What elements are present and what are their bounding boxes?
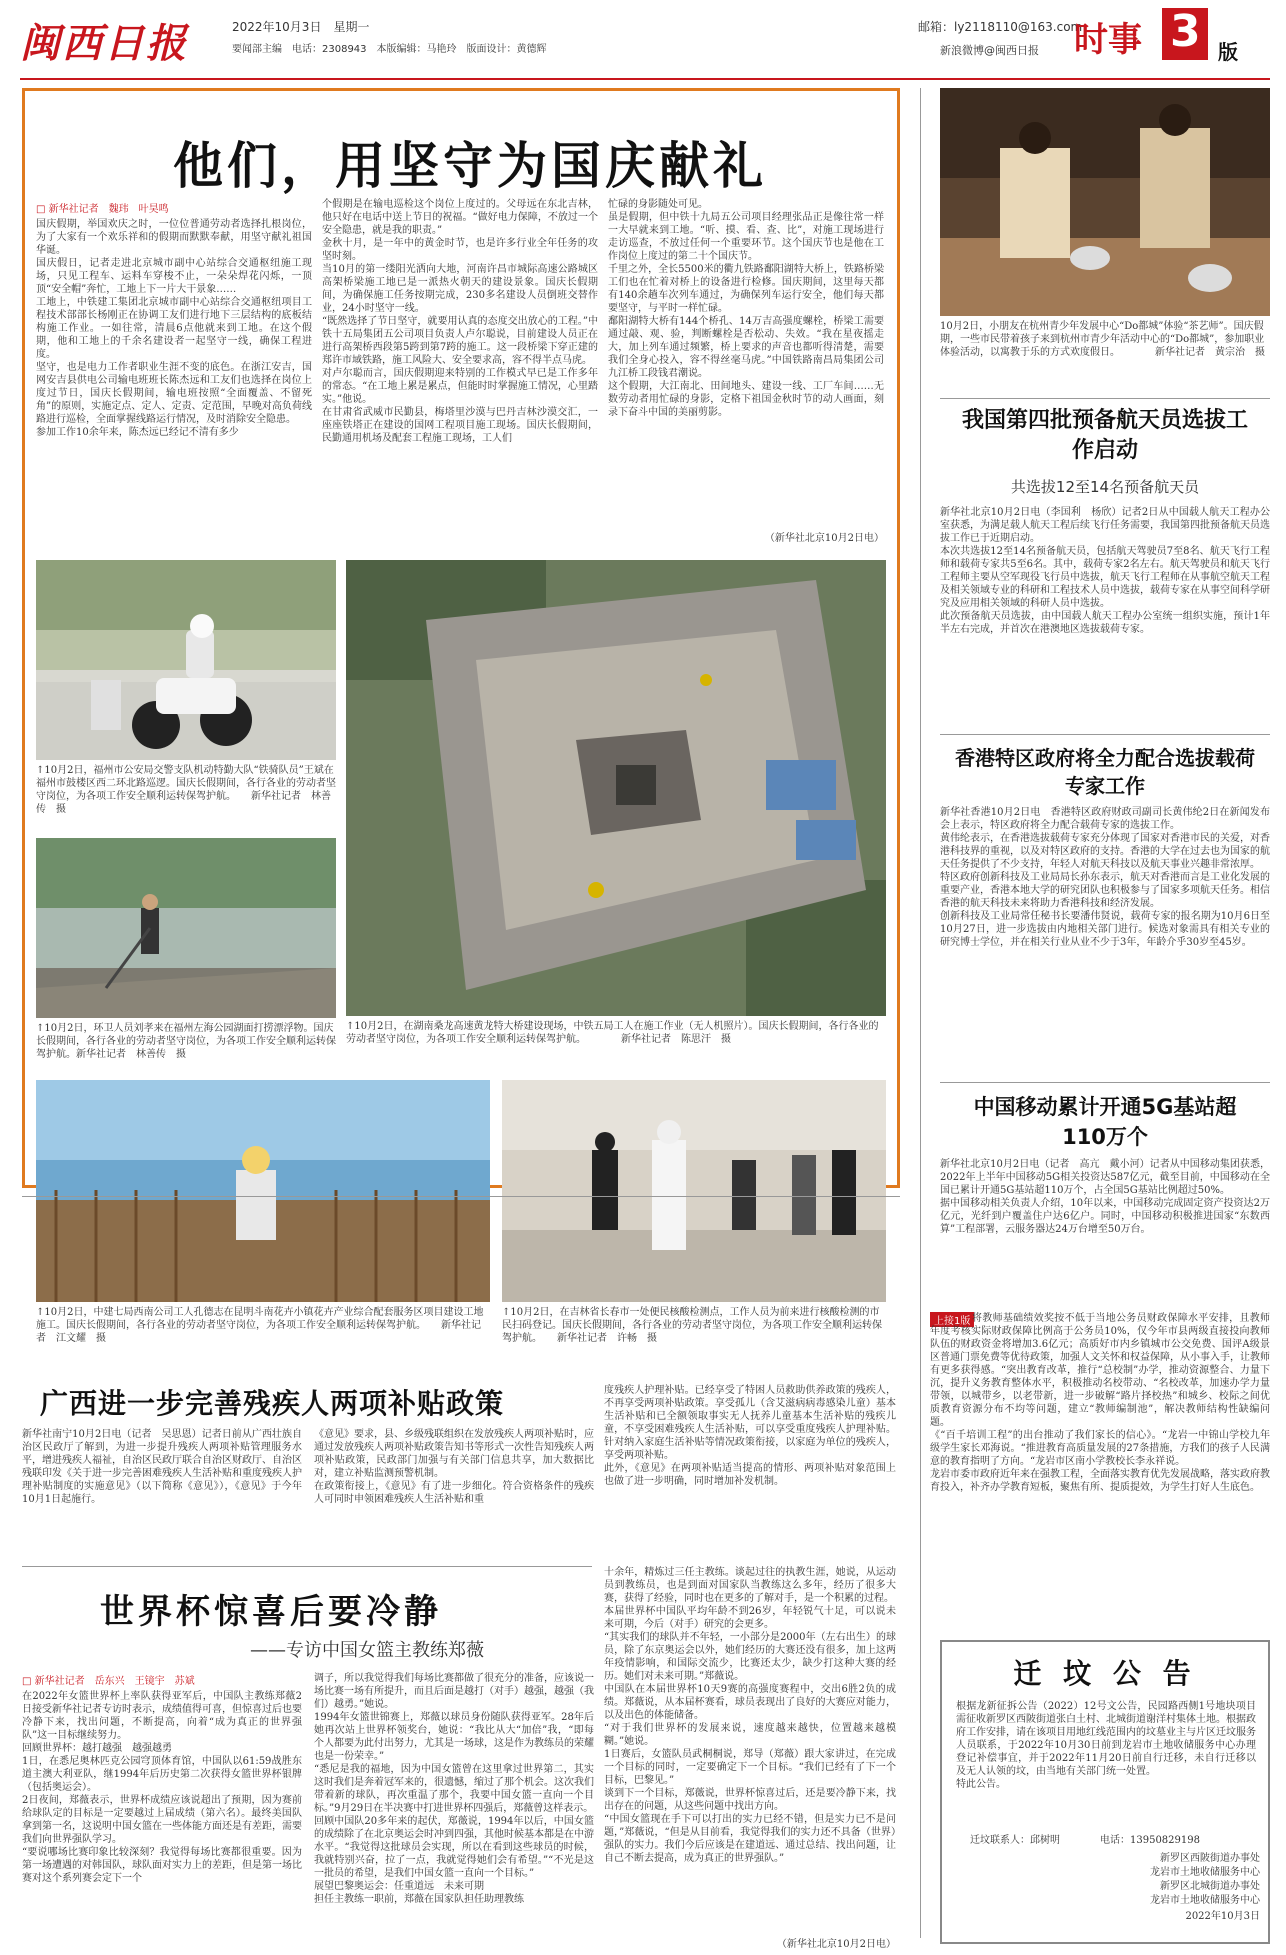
- notice-org2: 龙岩市土地收储服务中心: [1150, 1867, 1260, 1878]
- guangxi-col2: 《意见》要求，县、乡级残联组织在发放残疾人两项补贴时，应通过发放残疾人两项补贴政策告知书等形式一次性告知残疾人两项补贴政策，民政部门加强与有关部门信息共享，加大数据比对，建立补贴监测预警机制。 在政策衔接上，《意见》有了进一步细化。符合资格条件的残疾人可同时申领困难残疾人生活补贴和重: [314, 1429, 594, 1505]
- notice-date: 2022年10月3日: [1185, 1911, 1260, 1922]
- weibo: 新浪微博@闽西日报: [940, 44, 1039, 57]
- hk-body: 新华社香港10月2日电 香港特区政府财政司副司长黄伟纶2日在新闻发布会上表示，特区政府将全力配合载荷专家的选拔工作。 黄伟纶表示，在香港选拔载荷专家充分体现了国家对香港市民的关爱，对香港科技界的重视，以及对特区政府的支持。香港的大学在过去也为国家的航天任务提供了不少支持，年轻人对航天科技以及航天事业兴趣非常浓厚。 特区政府创新科技及工业局局长孙东表示，航天对香港而言是工业化发展的重要产业，香港本地大学的研究团队也积极参与了国家多项航天任务。相信香港的航天科技未来将助力香港科技和经济发展。 创新科技及工业局常任秘书长要潘伟贤说，载荷专家的报名期为10月6日至10月27日，进一步选拔由内地相关部门进行。候选对象需具有相关专业的研究博士学位，并在相关行业从业不少于3年，年龄介乎30岁至45岁。: [940, 807, 1270, 948]
- column-separator: [920, 88, 921, 1938]
- photo-caption-6: 10月2日，小朋友在杭州青少年发展中心“Do都城”体验“茶艺师”。国庆假期，一些市民带着孩子来到杭州市青少年活动中心的“Do都城”，参加职业体验活动，以寓教于乐的方式欢度假日。 新华社记者 黄宗治 摄: [940, 321, 1265, 358]
- worldcup-subhead: ——专访中国女篮主教练郑薇: [250, 1640, 484, 1661]
- notice-org3: 新罗区北城街道办事处: [1160, 1881, 1260, 1892]
- section-title: 时事: [1074, 20, 1142, 60]
- lead-col3: 忙碌的身影随处可见。 虽是假期，但中铁十九局五公司项目经理张品正是像往常一样一大早就来到工地。“听、摸、看、查、比”，对施工现场进行走访巡查，不放过任何一个重要环节。这个国庆节也是他在工作岗位上度过的第二十个国庆节。 千里之外，全长5500米的衢九铁路鄱阳湖特大桥上，铁路桥梁工们也在忙着对桥上的设备进行检修。国庆期间，这里每天都有140余趟车次列车通过，为确保列车运行安全，他们每天都要坚守，与平时一样忙碌。 鄱阳湖特大桥有144个桥孔、14万吉高强度螺栓，桥梁工需要通过敲、观、验，判断螺栓是否松动、失效。“我在星夜摇走大，加上列车通过频繁，桥上要求的声音也都听得清楚，需要我们全身心投入，容不得丝毫马虎。”中国铁路南昌局集团公司九江桥工段钱君潮说。 这个假期，大江南北、田间地头、建设一线、工厂车间……无数劳动者用忙碌的身影，定格下祖国金秋时节的动人画面，刻录下奋斗中国的美丽剪影。: [608, 199, 884, 418]
- brief-body: 将教师基础绩效奖按不低于当地公务员财政保障水平安排，且教师年度考核实际财政保障比例高于公务员10%，仅今年市县两级直接投向教师队伍的财政资金将增加3.6亿元；高质好市内乡镇城市公交免费、国评A级景区普通门票免费等优待政策，加强人文关怀和权益保障，从小事入手，让教师有更多获得感。“突出教育改革，推行“总校制”办学，推动资源整合、力量下沉，提升义务教育整体水平，积极推动名校带动、“名校改革，加速办学力量带领，以城带乡，以老带新，进一步破解“路片择校热”和城乡、校际之间优质教育资源分布不均等问题，建立“教师编制池”，解决教师结构性缺编问题。 《“百千培训工程”的出台推动了我们家长的信心》。“龙岩一中锦山学校九年级学生家长邓海说。“推进教育高质量发展的27条措施，方我们的孩子人民满意的教育指明了方向。“龙岩市区南小学教校长李永祥说。 龙岩市委市政府近年来在强教工程，全面落实教育优先发展战略，落实政府教育投入，补齐办学教育短板，聚焦有所、提质提效，为学生打好人生底色。: [930, 1313, 1270, 1493]
- masthead: [0, 0, 1286, 80]
- photo-sanitation-worker: [36, 838, 336, 1018]
- divider-worldcup: [22, 1566, 592, 1567]
- editor-line: 要闻部主编 电话：2308943 本版编辑：马艳玲 版面设计：黄德辉: [232, 44, 547, 55]
- photo-rebar-worker: [36, 1080, 490, 1302]
- worldcup-col1: 在2022年女篮世界杯上率队获得亚军后，中国队主教练郑薇2日接受新华社记者专访时表示，成绩值得可喜，但惊喜过后也要冷静下来，找出问题，不断提高，向着“成为真正的世界强队”这一目标继续努力。 回顾世界杯：越打越强 越强越勇 1日，在悉尼奥林匹克公园穹顶体育馆，中国队以61:59战胜东道主澳大利亚队，继1994年后历史第二次获得女篮世界杯银牌（包括奥运会）。 2日夜间，郑薇表示，世界杯成绩应该说超出了预期，因为赛前给球队定的目标是一定要越过上届成绩（第六名）。最终美国队拿到第一名，这说明中国女篮在一些体能方面还是有差距，需要我们向世界强队学习。 “要说哪场比赛印象比较深刻？我觉得每场比赛都很重要。因为第一场遭遇的对韩国队，球队面对实力上的差距，但是第一场比赛对这个系列赛会定下一个: [22, 1691, 302, 1884]
- page-number: 3: [1170, 6, 1201, 57]
- photo-caption-5: ↑10月2日，在吉林省长春市一处便民核酸检测点，工作人员为前来进行核酸检测的市民扫码登记。国庆长假期间，各行各业的劳动者坚守岗位，为各项工作安全顺利运转保驾护航。 新华社记者 许畅 摄: [502, 1307, 882, 1344]
- guangxi-col1: 新华社南宁10月2日电（记者 吴思恩）记者日前从广西壮族自治区民政厅了解到，为进一步提升残疾人两项补贴管理服务水平，增进残疾人福祉，自治区民政厅联合自治区财政厅、自治区残联印发《关于进一步完善困难残疾人生活补贴和重度残疾人护理补贴制度的实施意见》（以下简称《意见》），《意见》于今年10月1日起施行。: [22, 1429, 302, 1505]
- divider-mobile: [940, 1082, 1270, 1083]
- masthead-logo: 闽西日报: [20, 20, 188, 67]
- photo-caption-4: ↑10月2日，中建七局西南公司工人孔德志在昆明斗南花卉小镇花卉产业综合配套服务区项目建设工地施工。国庆长假期间，各行各业的劳动者坚守岗位，为各项工作安全顺利运转保驾护航。 新华社记者 江文耀 摄: [36, 1307, 484, 1344]
- lead-col2: 个假期是在输电巡检这个岗位上度过的。父母远在东北吉林，他只好在电话中送上节日的祝福。“做好电力保障，不放过一个安全隐患，就是我的职责。” 金秋十月，是一年中的黄金时节，也是许多行业全年任务的攻坚时刻。 当10月的第一缕阳光洒向大地，河南许昌市城际高速公路城区高架桥梁施工地已是一派热火朝天的建设景象。国庆长假期间，为确保施工任务按期完成，230多名建设人员倒班交替作业，24小时坚守一线。 “既然选择了节日坚守，就要用认真的态度交出放心的工程。”中铁十五局集团五公司项目负责人卢尔聪说，目前建设人员正在进行高架桥西段第5跨到第7跨的施工。这一段桥梁下穿正建的郑许市域铁路，施工风险大、安全要求高，容不得半点马虎。 对卢尔聪而言，国庆假期迎来特别的工作模式早已是工作多年的常态。“在工地上累是累点，但能时时掌握施工情况，心里踏实。”他说。 在甘肃省武威市民勤县，梅塔里沙漠与巴丹吉林沙漠交汇，一座座铁塔正在建设的国网工程项目施工现场。国庆长假期间，民勤通用机场及配套工程施工现场，工人们: [322, 199, 598, 444]
- masthead-rule: [20, 78, 1270, 80]
- notice-contact: 迁坟联系人：邱树明 电话：13950829198: [970, 1835, 1200, 1846]
- worldcup-byline: □ 新华社记者 岳东兴 王镜宇 苏斌: [22, 1676, 195, 1687]
- photo-caption-3: ↑10月2日，在湖南桑龙高速黄龙特大桥建设现场，中铁五局工人在施工作业（无人机照片）。国庆长假期间，各行各业的劳动者坚守岗位，为各项工作安全顺利运转保驾护航。 新华社记者 陈思汗 摄: [346, 1021, 879, 1045]
- divider-hk: [940, 734, 1270, 735]
- worldcup-headline: 世界杯惊喜后要冷静: [100, 1592, 442, 1632]
- lead-dateline: （新华社北京10月2日电）: [764, 533, 884, 544]
- divider-astronaut: [940, 398, 1270, 399]
- lead-col1: 国庆假期，举国欢庆之时，一位位普通劳动者选择扎根岗位，为了大家有一个欢乐祥和的假期而默默奉献，用坚守献礼祖国华诞。 国庆假日，记者走进北京城市副中心站综合交通枢纽施工现场，只见工程车、运料车穿梭不止，一朵朵焊花闪烁，一顶顶“安全帽”奔忙，工地上下一片大干景象…… 工地上，中铁建工集团北京城市副中心站综合交通枢纽项目工程技术部部长杨刚正在协调工友们进行地下三层结构的底板结构施工作业。一如往常，清晨6点他就来到工地。在这个假期，他和工地上的千余名建设者一起坚守一线，确保工程进度。 坚守，也是电力工作者职业生涯不变的底色。在浙江安吉，国网安吉县供电公司输电班班长陈杰远和工友们也选择在岗位上度过节日，国庆长假期间，输电班按照“全面覆盖、不留死角”的原则，实施定点、定人、定责、定范围，早晚对高负荷线路进行巡检，全面掌握线路运行情况，及时消除安全隐患。 参加工作10余年来，陈杰远已经记不清有多少: [36, 219, 312, 438]
- notice-body: 根据龙新征拆公告（2022）12号文公告，民园路西侧1号地块项目需征收新罗区西陂街道张白土村、北城街道谢洋村集体土地。根据政府工作安排，请在该项目用地红线范围内的坟墓业主与片区迁坟服务人员联系，于2022年10月30日前到龙岩市土地收储服务中心办理登记补偿事宜，并于2022年11月20日前自行迁移，未自行迁移以及无人认领的坟，由当地有关部门统一处置。 特此公告。: [956, 1701, 1256, 1790]
- photo-aerial-construction: [346, 560, 886, 1016]
- photo-covid-testing: [502, 1080, 886, 1302]
- lead-headline: 他们，用坚守为国庆献礼: [173, 137, 767, 195]
- email: 邮箱：ly2118110@163.com: [918, 20, 1083, 34]
- lead-byline: □ 新华社记者 魏玮 叶昊鸣: [36, 204, 169, 215]
- photo-motorcycle-police: [36, 560, 336, 760]
- worldcup-dateline: （新华社北京10月2日电）: [776, 1939, 896, 1950]
- astronaut-headline: 我国第四批预备航天员选拔工作启动: [961, 408, 1248, 463]
- astronaut-subhead: 共选拔12至14名预备航天员: [1010, 478, 1200, 496]
- worldcup-col2: 调子，所以我觉得我们每场比赛都做了很充分的准备，应该说一场比赛一场有所提升，而且后面是越打（对手）越强，越强（我们）越勇。”她说。 1994年女篮世锦赛上，郑薇以球员身份随队获得亚军。28年后她再次站上世界杯领奖台，她说：“我比从大“加倍”我，“即每个人都要为此付出努力，尤其是一场球，这是作为教练员的荣耀也是一份荣幸。” “悉尼是我的福地，因为中国女篮曾在这里拿过世界第二，其实这时我们是奔着冠军来的，很遗憾，缩过了那个机会。这次我们带着新的球队，再次重温了那个，我要中国女篮一直向一个目标。”9月29日在半决赛中打进世界杯四强后，郑薇曾这样表示。 回顾中国队20多年来的起伏，郑薇说，1994年以后，中国女篮的成绩除了在北京奥运会时冲到四强，其他时候基本都是在中游水平。“我觉得这批球员会实现，所以在看到这些球员的时候，我就特别兴奋，拉了一点，我就觉得她们会有希望。”“不光是这一批员的希望，是我们中国女篮一直向一个目标。” 展望巴黎奥运会：任重道远 未来可期 担任主教练一职前，郑薇在国家队担任助理教练: [314, 1673, 594, 1905]
- date-line: 2022年10月3日 星期一: [232, 20, 370, 34]
- mobile-body: 新华社北京10月2日电（记者 高亢 戴小河）记者从中国移动集团获悉，2022年上半年中国移动5G相关投资达587亿元，截至目前，中国移动在全国已累计开通5G基站超110万个，占全国5G基站比例超过50%。 据中国移动相关负责人介绍，10年以来，中国移动完成固定资产投资达2万亿元，光纤到户覆盖住户达6亿户。同时，中国移动积极推进国家“东数西算”工程部署，云服务器达24万台增至50万台。: [940, 1159, 1270, 1235]
- divider-guangxi: [22, 1196, 900, 1197]
- guangxi-headline: 广西进一步完善残疾人两项补贴政策: [40, 1387, 505, 1420]
- astronaut-body: 新华社北京10月2日电（李国利 杨欣）记者2日从中国载人航天工程办公室获悉，为满足载人航天工程后续飞行任务需要，我国第四批预备航天员选拔工作已于近期启动。 本次共选拔12至14名预备航天员，包括航天驾驶员7至8名、航天飞行工程师和载荷专家共5至6名。其中，载荷专家2名左右。航天驾驶员和航天飞行工程师主要从空军现役飞行员中选拔，航天飞行工程师在从事航空航天工程及相关领域专业的科研和工程技术人员中选拔，载荷专家在从事空间科学研究及应用相关领域的科研人员中选拔。 此次预备航天员选拔，由中国载人航天工程办公室统一组织实施，预计1年半左右完成，并首次在港澳地区选拔载荷专家。: [940, 507, 1270, 635]
- brief-tag: 上接1版: [930, 1312, 974, 1327]
- photo-caption-1: ↑10月2日，福州市公安局交警支队机动特勤大队“铁骑队员”王斌在福州市鼓楼区西二环北路巡逻。国庆长假期间，各行各业的劳动者坚守岗位，为各项工作安全顺利运转保驾护航。 新华社记者 林善传 摄: [36, 765, 336, 815]
- photo-kids-tea: [940, 88, 1270, 316]
- worldcup-col3: 十余年，精炼过三任主教练。谈起过往的执教生涯，她说，从运动员到教练员，也是到面对国家队当教练这么多年，经历了很多大赛，获得了经验，同时也在更多的了解对手，是一个积累的过程。 本届世界杯中国队平均年龄不到26岁，年轻锐气十足，可以说未来可期，今后（对手）研究的会更多。 “其实我们的球队并不年轻，一小部分是2000年（左右出生）的球员，除了东京奥运会以外，她们经历的大赛还没有很多，加上这两年疫情影响，和国际交流少，比赛还太少，缺少打这种大赛的经历。她们对未来可期。”郑薇说。 中国队在本届世界杯10天9赛的高强度赛程中，交出6胜2负的成绩。郑薇说，从本届杯赛看，球员表现出了良好的大赛应对能力，以及出色的体能储备。 “对于我们世界杯的发展来说，速度越来越快，位置越来越模糊。”她说。 1日赛后，女篮队员武桐桐说，郑导（郑薇）跟大家讲过，在完成一个目标的同时，一定要确定下一个目标。“我们已经有了下一个目标，巴黎见。” 谈到下一个目标，郑薇说，世界杯惊喜过后，还是要冷静下来，找出存在的问题，从这些问题中找出方向。 “中国女篮现在手下可以打出的实力已经不错，但是实力已不是问题，”郑薇说，“但是从目前看，我觉得我们的实力还不具备（世界）强队的实力。我们今后应该是在建道远、通过总结、找出问题，让自己不断去提高，成为真正的世界强队。”: [604, 1567, 896, 1864]
- notice-org4: 龙岩市土地收储服务中心: [1150, 1895, 1260, 1906]
- photo-caption-2: ↑10月2日，环卫人员刘孝来在福州左海公园湖面打捞漂浮物。国庆长假期间，各行各业的劳动者坚守岗位，为各项工作安全顺利运转保驾护航。新华社记者 林善传 摄: [36, 1023, 336, 1060]
- guangxi-col3: 度残疾人护理补贴。已经享受了特困人员救助供养政策的残疾人，不再享受两项补贴政策。享受孤儿（含艾滋病病毒感染儿童）基本生活补贴和已全额领取事实无人抚养儿童基本生活补贴的残疾儿童，不享受困难残疾人生活补贴，可以享受重度残疾人护理补贴。针对纳入家庭生活补贴等情况政策衔接，以家庭为单位的残疾人，享受两项补贴。 此外，《意见》在两项补贴适当提高的情形、两项补贴对象范围上也做了进一步明确，同时增加补发机制。: [604, 1385, 896, 1487]
- page-suffix: 版: [1218, 40, 1238, 64]
- hk-headline: 香港特区政府将全力配合选拔载荷专家工作: [955, 746, 1255, 798]
- mobile-headline: 中国移动累计开通5G基站超110万个: [973, 1095, 1237, 1149]
- notice-title: 迁 坟 公 告: [1013, 1657, 1197, 1690]
- notice-org1: 新罗区西陂街道办事处: [1160, 1853, 1260, 1864]
